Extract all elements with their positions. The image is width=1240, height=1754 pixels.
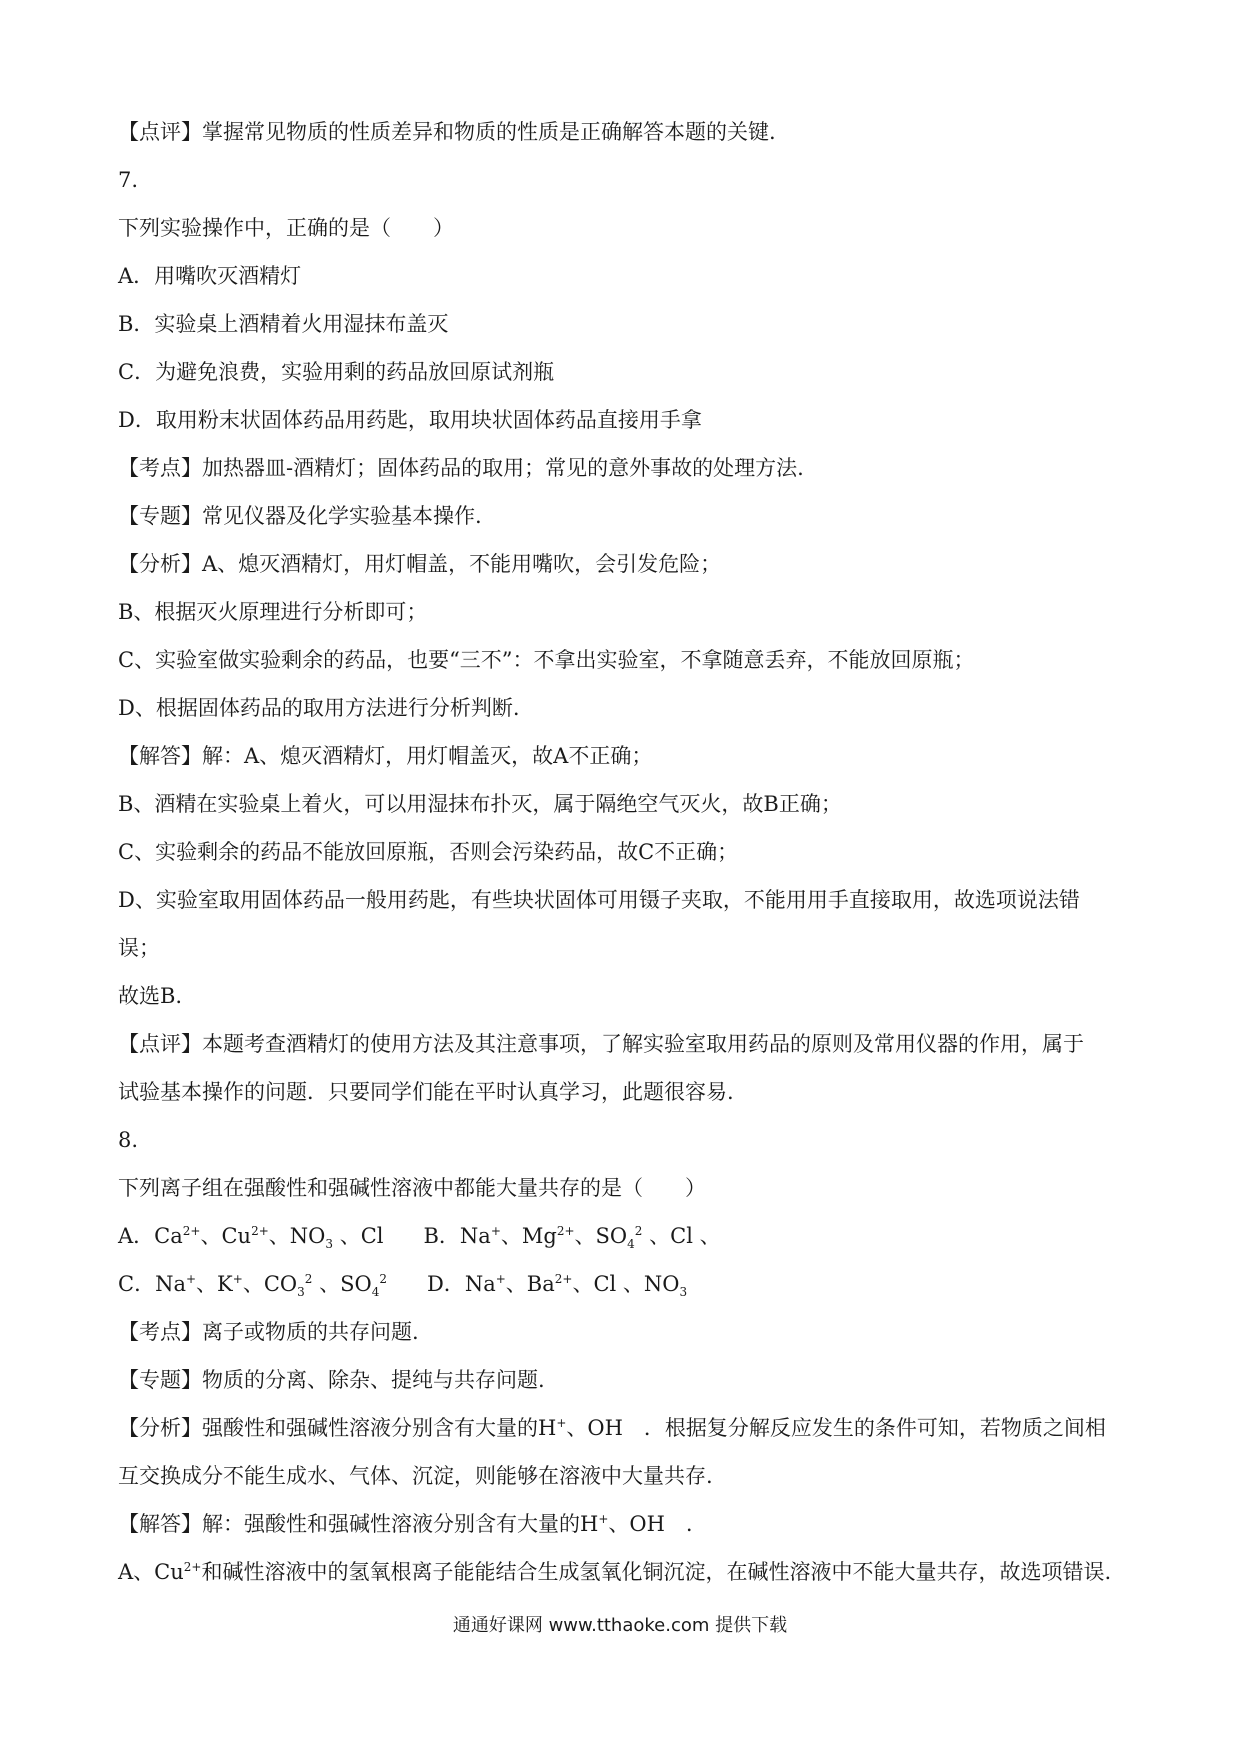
separator: 、 <box>196 1272 218 1296</box>
ion-ba: Ba <box>526 1272 555 1296</box>
ion-so4-charge: 2 <box>379 1272 387 1286</box>
separator: 、 <box>622 1272 644 1296</box>
ion-na: Na <box>464 1272 496 1296</box>
zhuanti-line-8: 【专题】物质的分离、除杂、提纯与共存问题. <box>118 1368 545 1392</box>
review-paragraph-2: 【点评】本题考查酒精灯的使用方法及其注意事项，了解实验室取用药品的原则及常用仪器的作用，属于 <box>118 1032 1084 1056</box>
option-d: D．取用粉末状固体药品用药匙，取用块状固体药品直接用手拿 <box>118 408 702 432</box>
analysis-c: C、实验室做实验剩余的药品，也要“三不”：不拿出实验室，不拿随意丢弃，不能放回原瓶； <box>118 648 975 672</box>
fenxi-line: 【分析】A、熄灭酒精灯，用灯帽盖，不能用嘴吹，会引发危险； <box>118 552 722 576</box>
answer-c: C、实验剩余的药品不能放回原瓶，否则会污染药品，故C不正确； <box>118 840 739 864</box>
separator: 、 <box>574 1224 596 1248</box>
ion-na: Na <box>459 1224 491 1248</box>
ion-cl: Cl <box>670 1224 693 1248</box>
ion-mg-charge: 2+ <box>556 1224 575 1238</box>
jieda-text-b: 、OH . <box>608 1512 693 1536</box>
jieda-line: 【解答】解：A、熄灭酒精灯，用灯帽盖灭，故A不正确； <box>118 744 653 768</box>
option-a-label: A． <box>118 1224 155 1248</box>
question-7-stem: 下列实验操作中，正确的是（ ） <box>118 216 454 240</box>
fenxi-text-b: 、OH ．根据复分解反应发生的条件可知，若物质之间相 <box>566 1416 1106 1440</box>
answer-a-8 <box>118 1558 1128 1586</box>
separator: 、 <box>500 1224 522 1248</box>
separator: 、 <box>319 1272 341 1296</box>
separator: 、 <box>268 1224 290 1248</box>
ion-so4-charge: 2 <box>634 1224 643 1238</box>
ion-so4: SO <box>340 1272 372 1296</box>
separator: 、 <box>505 1272 527 1296</box>
option-b: B．实验桌上酒精着火用湿抹布盖灭 <box>118 312 449 336</box>
kaodian-line-8: 【考点】离子或物质的共存问题. <box>118 1320 419 1344</box>
ion-so4-subscript: 4 <box>371 1285 380 1300</box>
ion-na-charge: + <box>490 1224 501 1238</box>
fenxi-line-8 <box>118 1414 1128 1442</box>
cu-ion-charge: 2+ <box>183 1560 202 1574</box>
option-c: C．为避免浪费，实验用剩的药品放回原试剂瓶 <box>118 360 555 384</box>
question-8-options-cd <box>118 1270 1128 1298</box>
ion-cu-charge: 2+ <box>251 1224 269 1238</box>
ion-no3: NO <box>289 1224 326 1248</box>
fenxi-text-a: 【分析】强酸性和强碱性溶液分别含有大量的H <box>118 1416 557 1440</box>
question-number-7: 7. <box>118 168 139 192</box>
option-b-label: B． <box>423 1224 460 1248</box>
ion-na-charge: + <box>185 1272 197 1286</box>
h-ion-charge: + <box>556 1416 567 1430</box>
answer-a-text-b: 和碱性溶液中的氢氧根离子能能结合生成氢氧化铜沉淀，在碱性溶液中不能大量共存，故选项错误. <box>201 1560 1112 1584</box>
answer-b: B、酒精在实验桌上着火，可以用湿抹布扑灭，属于隔绝空气灭火，故B正确； <box>118 792 842 816</box>
kaodian-line: 【考点】加热器皿-酒精灯；固体药品的取用；常见的意外事故的处理方法. <box>118 456 804 480</box>
ion-co3-subscript: 3 <box>297 1285 305 1300</box>
zhuanti-line: 【专题】常见仪器及化学实验基本操作. <box>118 504 482 528</box>
jieda-line-8 <box>118 1510 1128 1538</box>
separator: 、 <box>339 1224 361 1248</box>
review-paragraph-2-cont: 试验基本操作的问题．只要同学们能在平时认真学习，此题很容易. <box>118 1080 734 1104</box>
ion-no3-subscript: 3 <box>325 1237 333 1252</box>
ion-ca: Ca <box>154 1224 183 1248</box>
separator: 、 <box>572 1272 594 1296</box>
review-paragraph: 【点评】掌握常见物质的性质差异和物质的性质是正确解答本题的关键. <box>118 120 776 144</box>
analysis-b: B、根据灭火原理进行分析即可； <box>118 600 428 624</box>
separator: 、 <box>242 1272 264 1296</box>
h-ion-charge: + <box>598 1512 609 1526</box>
ion-na: Na <box>155 1272 186 1296</box>
question-8-options-ab <box>118 1222 1128 1250</box>
answer-a-text-a: A、Cu <box>118 1560 184 1584</box>
ion-co3: CO <box>263 1272 298 1296</box>
page-footer: 通通好课网 www.tthaoke.com 提供下载 <box>452 1615 788 1636</box>
ion-cl: Cl <box>360 1224 384 1248</box>
option-c-label: C． <box>118 1272 156 1296</box>
answer-d: D、实验室取用固体药品一般用药匙，有些块状固体可用镊子夹取，不能用用手直接取用，故选项说法错 <box>118 888 1080 912</box>
question-number-8: 8. <box>118 1128 139 1152</box>
ion-so4: SO <box>595 1224 628 1248</box>
question-8-stem: 下列离子组在强酸性和强碱性溶液中都能大量共存的是（ ） <box>118 1176 706 1200</box>
ion-no3: NO <box>643 1272 680 1296</box>
fenxi-line-8-cont: 互交换成分不能生成水、气体、沉淀，则能够在溶液中大量共存. <box>118 1464 713 1488</box>
ion-cu: Cu <box>221 1224 252 1248</box>
analysis-d: D、根据固体药品的取用方法进行分析判断. <box>118 696 520 720</box>
option-d-label: D． <box>426 1272 465 1296</box>
answer-choice: 故选B. <box>118 984 183 1008</box>
ion-cl: Cl <box>593 1272 617 1296</box>
ion-k: K <box>217 1272 233 1296</box>
answer-d-cont: 误； <box>118 936 160 960</box>
ion-mg: Mg <box>521 1224 557 1248</box>
separator: 、 <box>200 1224 222 1248</box>
separator: 、 <box>649 1224 671 1248</box>
ion-co3-charge: 2 <box>304 1272 313 1286</box>
separator: 、 <box>699 1224 721 1248</box>
option-a: A．用嘴吹灭酒精灯 <box>118 264 302 288</box>
ion-ca-charge: 2+ <box>182 1224 201 1238</box>
jieda-text-a: 【解答】解：强酸性和强碱性溶液分别含有大量的H <box>118 1512 599 1536</box>
ion-na-charge: + <box>495 1272 506 1286</box>
ion-no3-subscript: 3 <box>679 1285 688 1300</box>
ion-k-charge: + <box>232 1272 243 1286</box>
ion-so4-subscript: 4 <box>627 1237 635 1252</box>
ion-ba-charge: 2+ <box>554 1272 573 1286</box>
